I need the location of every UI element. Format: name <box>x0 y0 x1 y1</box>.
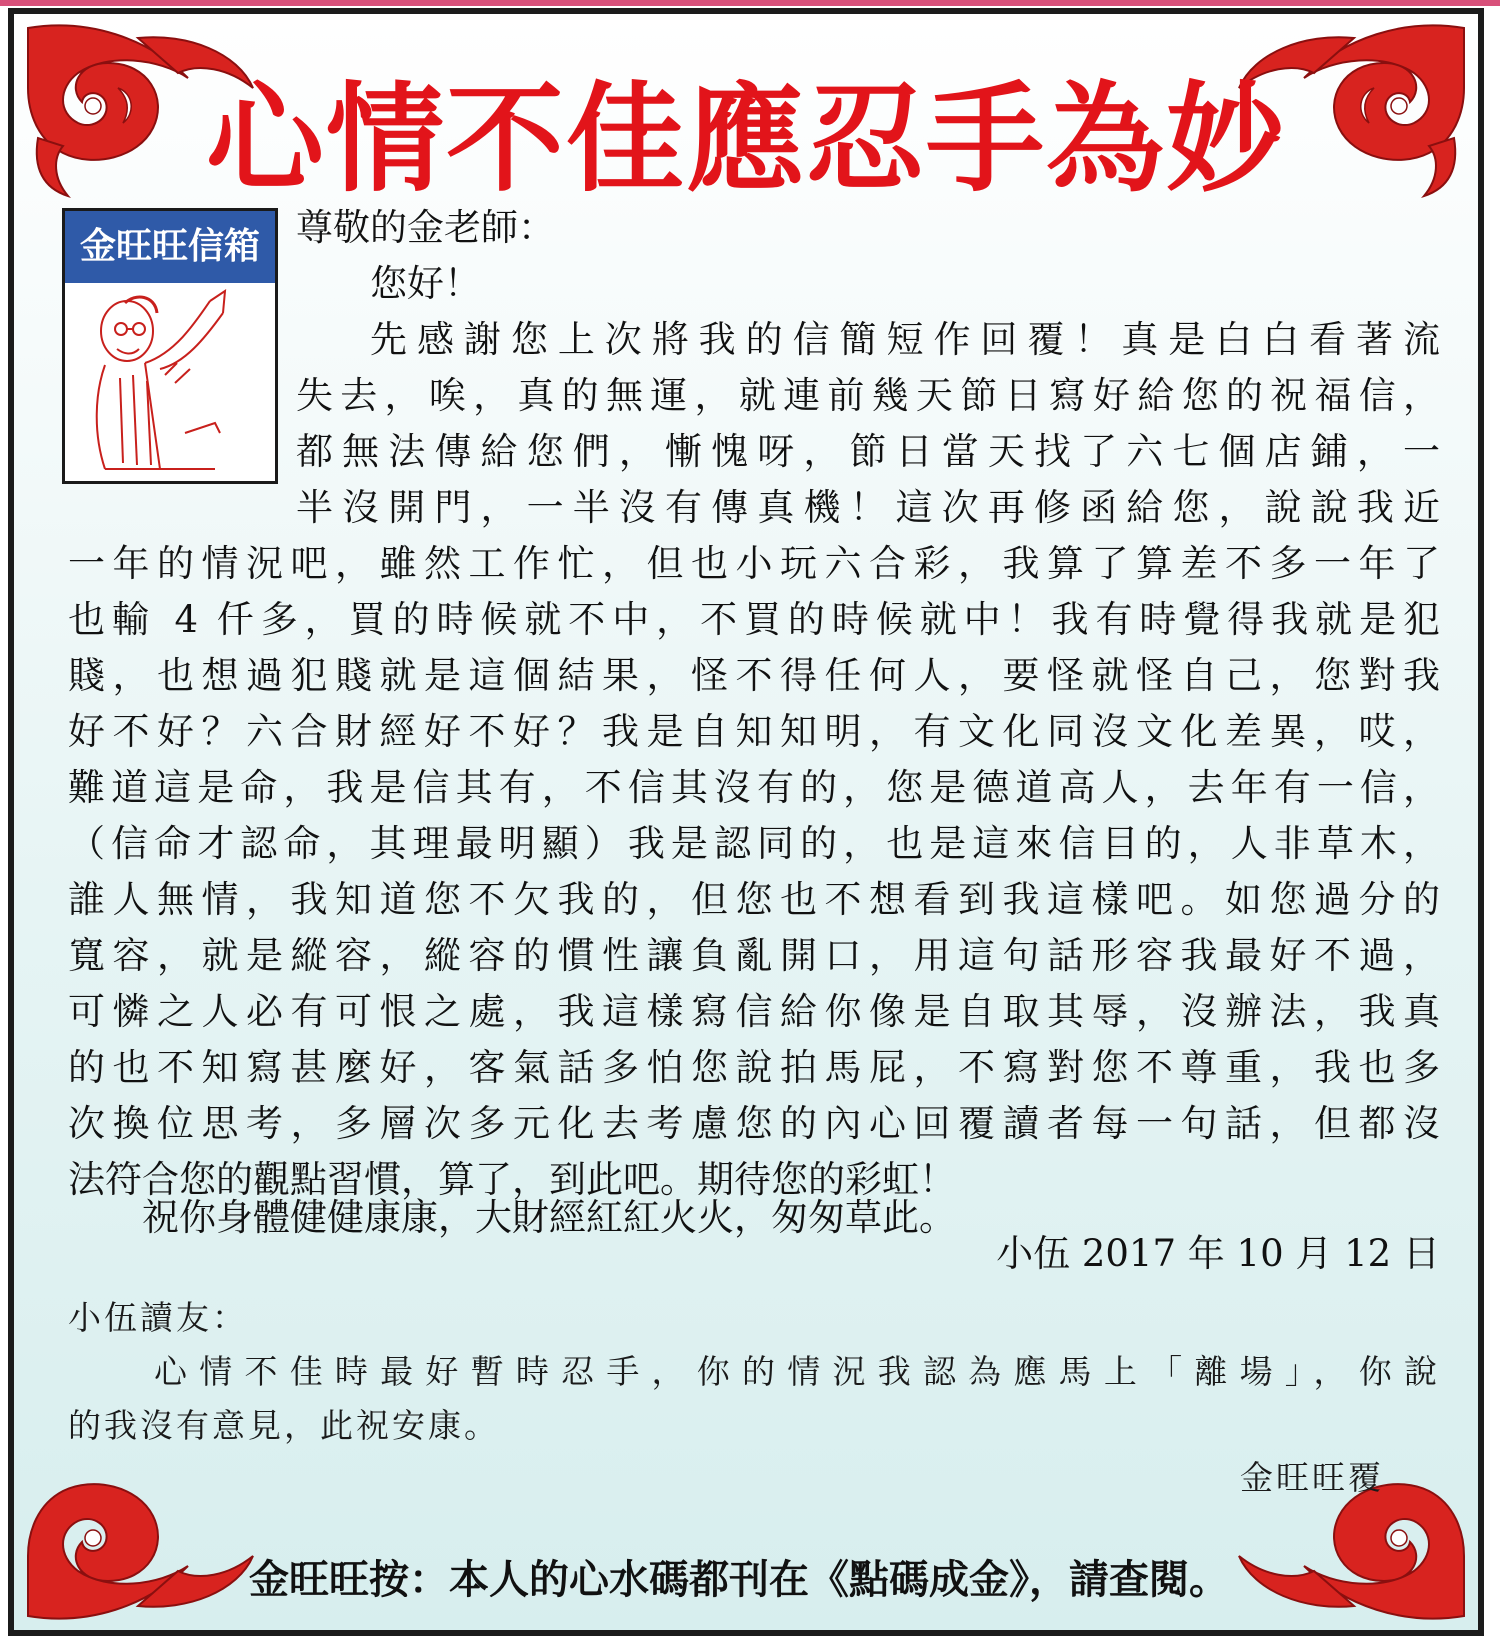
letter-line: 失去，唉，真的無運，就連前幾天節日寫好給您的祝福信， <box>296 374 1440 417</box>
letter-greeting: 尊敬的金老師： <box>296 206 555 249</box>
letter-line: 先感謝您上次將我的信簡短作回覆！真是白白看著流 <box>370 318 1440 361</box>
letter-line: 可憐之人必有可恨之處，我這樣寫信給你像是自取其辱，沒辦法，我真 <box>68 990 1440 1033</box>
letter-closing: 祝你身體健健康康，大財經紅紅火火，匆匆草此。 <box>142 1196 956 1239</box>
footer-note: 金旺旺按：本人的心水碼都刊在《點碼成金》，請查閱。 <box>249 1557 1229 1603</box>
reply-signature: 金旺旺覆 <box>1240 1458 1384 1497</box>
letter-signature: 小伍 2017 年 10 月 12 日 <box>996 1232 1440 1275</box>
letter-panel <box>8 8 1484 1636</box>
letter-line: 一年的情況吧，雖然工作忙，但也小玩六合彩，我算了算差不多一年了 <box>68 542 1440 585</box>
letter-line: 賤，也想過犯賤就是這個結果，怪不得任何人，要怪就怪自己，您對我 <box>68 654 1440 697</box>
letter-line: 半沒開門，一半沒有傳真機！這次再修函給您，說說我近 <box>296 486 1440 529</box>
letter-line: 都無法傳給您們，慚愧呀，節日當天找了六七個店鋪，一 <box>296 430 1440 473</box>
letter-line: 好不好？六合財經好不好？我是自知知明，有文化同沒文化差異，哎， <box>68 710 1440 753</box>
letter-line: 難道這是命，我是信其有，不信其沒有的，您是德道高人，去年有一信， <box>68 766 1440 809</box>
letter-line: 法符合您的觀點習慣，算了，到此吧。期待您的彩虹！ <box>68 1158 956 1201</box>
article-title: 心情不佳應忍手為妙 <box>205 70 1286 208</box>
reply-salutation: 小伍讀友： <box>68 1298 248 1337</box>
letter-line: （信命才認命，其理最明顯）我是認同的，也是這來信目的，人非草木， <box>68 822 1440 865</box>
reply-line: 的我沒有意見，此祝安康。 <box>68 1406 500 1445</box>
letter-line: 次換位思考，多層次多元化去考慮您的內心回覆讀者每一句話，但都沒 <box>68 1102 1440 1145</box>
teacher-illustration-icon <box>65 283 269 475</box>
letter-line: 寬容，就是縱容，縱容的慣性讓負亂開口，用這句話形容我最好不過， <box>68 934 1440 977</box>
column-label: 金旺旺信箱 <box>65 211 275 283</box>
letter-line: 也輸 4 仟多，買的時候就不中，不買的時候就中！我有時覺得我就是犯 <box>68 598 1440 641</box>
letter-line: 誰人無情，我知道您不欠我的，但您也不想看到我這樣吧。如您過分的 <box>68 878 1440 921</box>
top-color-band <box>0 0 1500 6</box>
letter-hello: 您好！ <box>370 262 481 305</box>
letter-line: 的也不知寫甚麼好，客氣話多怕您說拍馬屁，不寫對您不尊重，我也多 <box>68 1046 1440 1089</box>
column-logo <box>62 208 278 484</box>
reply-line: 心情不佳時最好暫時忍手，你的情況我認為應馬上「離場」，你說 <box>154 1352 1440 1391</box>
